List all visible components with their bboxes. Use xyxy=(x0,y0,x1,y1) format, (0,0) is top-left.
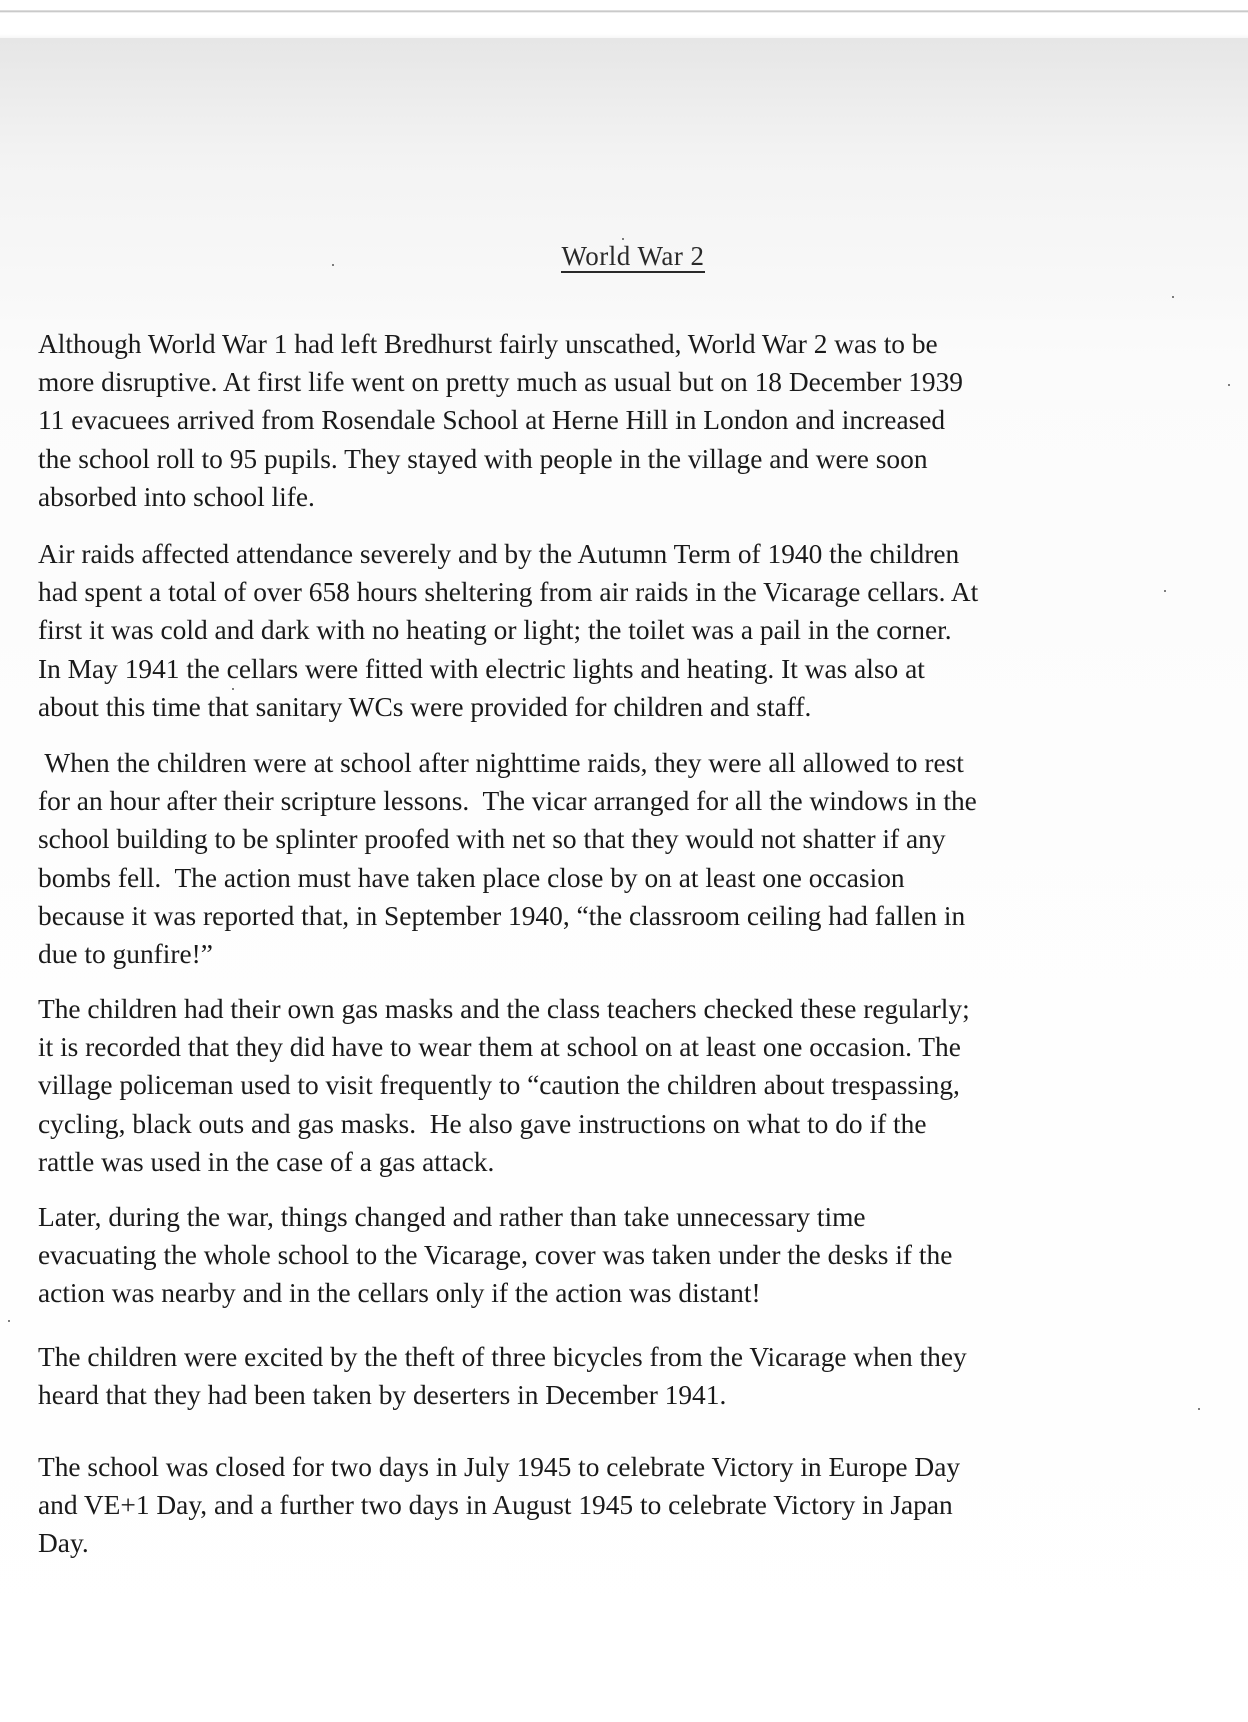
scan-speck xyxy=(8,1320,10,1322)
paragraph-nighttime-raids xyxy=(38,744,1213,973)
scan-border xyxy=(0,0,1248,42)
paragraph-line: evacuating the whole school to the Vicarage, cover was taken under the desks if the xyxy=(38,1240,953,1271)
scan-speck xyxy=(1172,296,1174,298)
paragraph-line: action was nearby and in the cellars only if the action was distant! xyxy=(38,1278,761,1309)
paragraph-line: 11 evacuees arrived from Rosendale School at Herne Hill in London and increased xyxy=(38,405,946,436)
paragraph-line: village policeman used to visit frequently to “caution the children about trespassing, xyxy=(38,1070,960,1101)
paragraph-line: Although World War 1 had left Bredhurst fairly unscathed, World War 2 was to be xyxy=(38,329,938,359)
scan-speck xyxy=(232,688,234,690)
paragraph-line: cycling, black outs and gas masks. He also gave instructions on what to do if the xyxy=(38,1108,927,1139)
paragraph-line: more disruptive. At first life went on pretty much as usual but on 18 December 1939 xyxy=(38,367,963,398)
paragraph-later-war xyxy=(38,1198,1213,1313)
paragraph-air-raids xyxy=(38,535,1213,726)
paragraph-line: Day. xyxy=(38,1528,89,1559)
paragraph-evacuees xyxy=(38,325,1213,516)
paragraph-bicycles xyxy=(38,1338,1213,1414)
paragraph-line: and VE+1 Day, and a further two days in August 1945 to celebrate Victory in Japan xyxy=(38,1490,953,1521)
paragraph-line: rattle was used in the case of a gas attack. xyxy=(38,1146,495,1177)
paragraph-line: for an hour after their scripture lessons. The vicar arranged for all the windows in the xyxy=(38,786,977,817)
document-page xyxy=(0,38,1248,1722)
paragraph-line: it is recorded that they did have to wear them at school on at least one occasion. The xyxy=(38,1032,961,1063)
paragraph-line: heard that they had been taken by deserters in December 1941. xyxy=(38,1380,727,1411)
scan-speck xyxy=(1164,590,1166,592)
paragraph-line: had spent a total of over 658 hours sheltering from air raids in the Vicarage cellars. At xyxy=(38,577,979,608)
paragraph-line: because it was reported that, in September 1940, “the classroom ceiling had fallen in xyxy=(38,900,966,931)
paragraph-line: The children were excited by the theft of three bicycles from the Vicarage when they xyxy=(38,1342,967,1372)
paragraph-line: When the children were at school after nighttime raids, they were all allowed to rest xyxy=(38,748,964,778)
paragraph-gas-masks xyxy=(38,990,1213,1181)
paragraph-line: due to gunfire!” xyxy=(38,939,213,970)
page-title-text: World War 2 xyxy=(561,241,705,271)
paragraph-line: the school roll to 95 pupils. They stayed with people in the village and were soon xyxy=(38,443,928,474)
scan-speck xyxy=(1198,1408,1200,1410)
paragraph-line: first it was cold and dark with no heating or light; the toilet was a pail in the corner. xyxy=(38,615,952,646)
paragraph-line: The children had their own gas masks and the class teachers checked these regularly; xyxy=(38,994,970,1024)
paragraph-line: The school was closed for two days in July 1945 to celebrate Victory in Europe Day xyxy=(38,1452,961,1482)
scan-speck xyxy=(332,264,334,266)
paragraph-line: Air raids affected attendance severely and by the Autumn Term of 1940 the children xyxy=(38,539,960,569)
scan-speck xyxy=(1228,384,1230,386)
page-title xyxy=(0,241,1248,272)
scan-speck xyxy=(622,238,624,240)
paragraph-line: absorbed into school life. xyxy=(38,481,315,512)
paragraph-line: school building to be splinter proofed with net so that they would not shatter if any xyxy=(38,824,946,855)
paragraph-line: about this time that sanitary WCs were provided for children and staff. xyxy=(38,691,812,722)
paragraph-line: In May 1941 the cellars were fitted with electric lights and heating. It was also at xyxy=(38,653,925,684)
paragraph-line: Later, during the war, things changed and rather than take unnecessary time xyxy=(38,1202,866,1232)
paragraph-line: bombs fell. The action must have taken place close by on at least one occasion xyxy=(38,862,905,893)
paragraph-victory xyxy=(38,1448,1213,1563)
